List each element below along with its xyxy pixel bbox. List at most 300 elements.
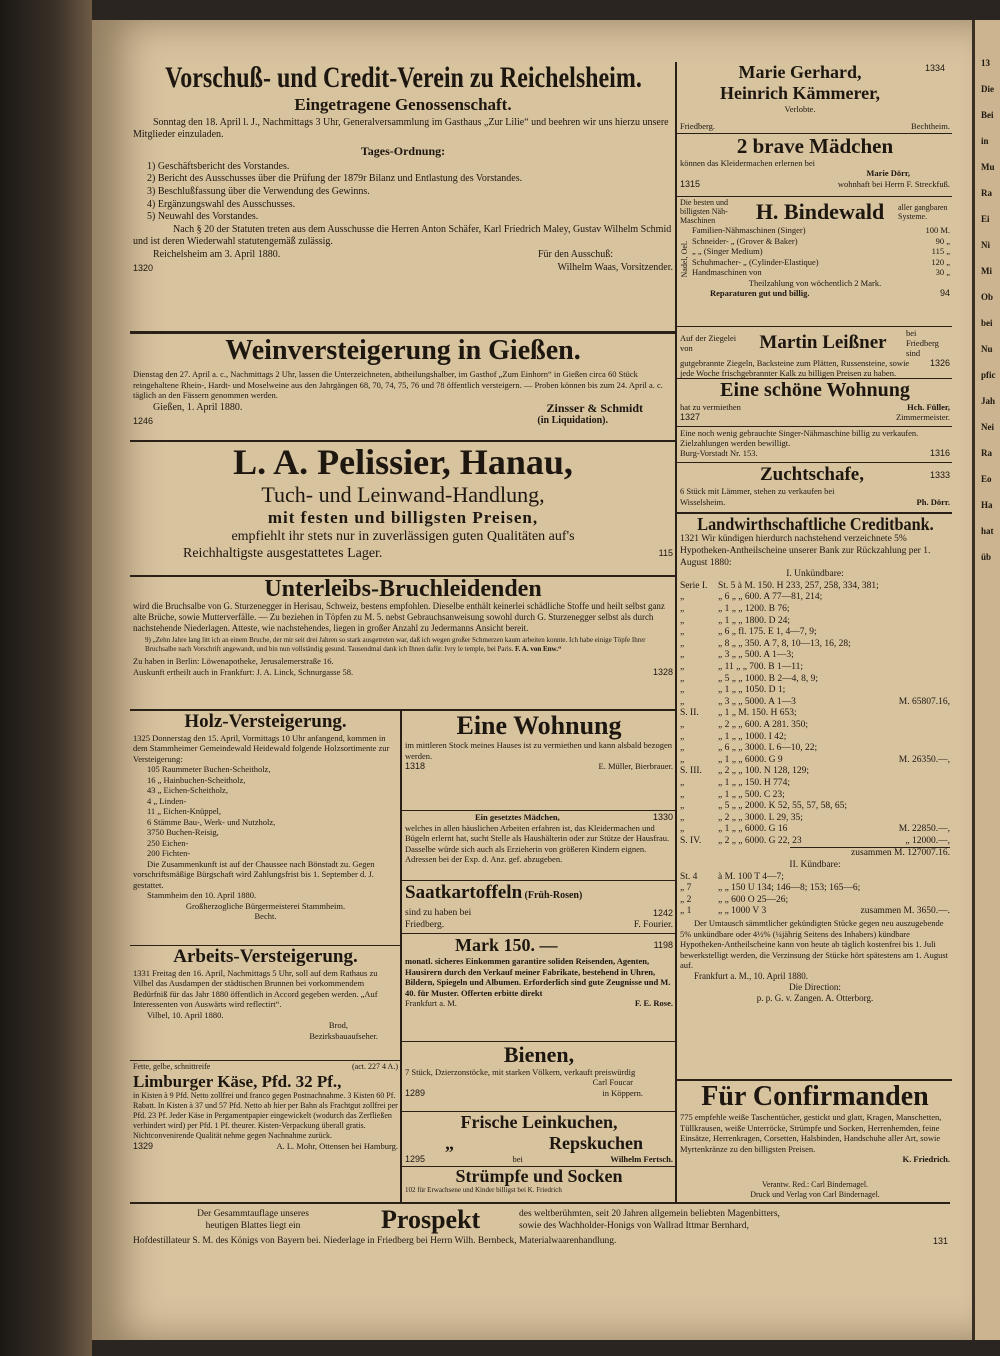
divider	[677, 196, 952, 197]
firm-note: (in Liquidation).	[537, 414, 608, 426]
bond-row	[680, 824, 950, 836]
wood-item: 105 Raummeter Buchen-Scheitholz,	[147, 764, 271, 775]
bond-row	[680, 790, 950, 802]
place-date: Stammheim den 10. April 1880.	[147, 890, 257, 901]
item: „ „ (Singer Medium)	[692, 246, 763, 256]
ad-line: Fette, gelbe, schnittreife	[133, 1062, 211, 1071]
ad-title: Landwirthschaftliche Creditbank.	[696, 515, 934, 534]
ad-title: H. Bindewald	[755, 198, 885, 224]
ad-title: Arbeits-Versteigerung.	[173, 947, 358, 967]
divider	[130, 709, 675, 711]
bond-detail: „ „ 600 O 25—26;	[718, 894, 789, 905]
ad-title: Mark 150. —	[455, 935, 558, 955]
ad-pelissier	[133, 443, 673, 574]
ad-zuchtschafe	[680, 464, 950, 512]
wood-item: 250 Eichen-	[147, 837, 189, 848]
bond-list-kuendbar	[680, 872, 950, 918]
divider	[677, 512, 952, 514]
bond-detail: „ 1 „ M. 150. H 653;	[718, 708, 797, 719]
firm-name: Zinsser & Schmidt	[546, 400, 643, 415]
signature-title: Zimmermeister.	[895, 412, 950, 423]
ad-line: empfiehlt ihr stets nur in zuverlässigen guten Qualitäten auf's	[231, 528, 575, 544]
edge-fragment: üb	[981, 552, 992, 562]
ad-brave-maedchen	[680, 135, 950, 195]
ad-text: 102 für Erwachsene und Kinder billigst bei K. Friedrich	[405, 1186, 562, 1195]
bond-series: „	[680, 638, 685, 649]
bond-row	[680, 755, 950, 767]
column-rule	[675, 62, 677, 1202]
bond-subtotal: M. 26350.—,	[898, 754, 950, 765]
bond-series: „	[680, 824, 685, 835]
bond-series: „	[680, 743, 685, 754]
price: 30 „	[935, 267, 950, 277]
bond-row	[680, 872, 950, 884]
agenda-item: 5) Neuwahl des Vorstandes.	[147, 211, 259, 223]
edge-fragment: Ni	[981, 240, 990, 250]
bond-series: „ 7	[680, 883, 692, 894]
section-title: I. Unkündbare:	[786, 569, 844, 580]
ad-text: Die Zusammenkunft ist auf der Chaussee nach Bönstadt zu. Gegen vorschriftsmäßige Bürgschaft wird Zahlungsfrist bis 1. September d. J. gestattet.	[133, 858, 375, 890]
bond-detail: „ 3 „ „ 500. A 1—3;	[718, 650, 794, 661]
edge-fragment: Jah	[981, 396, 996, 406]
signature: Carl Foucar	[592, 1077, 633, 1088]
imprint	[680, 1180, 950, 1202]
ad-ref: 1320	[133, 262, 154, 273]
ad-ref: 131	[932, 1236, 948, 1246]
ditto-mark: „	[445, 1133, 454, 1153]
bond-detail: „ 6 „ „ 3000. L 6—10, 22;	[718, 743, 818, 754]
bond-row	[680, 906, 950, 918]
bond-detail: „ „ 1000 V 3	[718, 906, 767, 917]
ad-title: Zuchtschafe,	[760, 464, 864, 485]
ad-ref: 1318	[405, 761, 426, 772]
bond-detail: St. 5 à M. 150. H 233, 257, 258, 334, 381;	[718, 580, 879, 591]
ad-text: hat zu vermiethen	[680, 401, 741, 412]
bond-series: Serie I.	[680, 580, 708, 591]
ad-title: Saatkartoffeln	[405, 882, 523, 903]
ad-title: Frische Leinkuchen,	[460, 1112, 618, 1132]
bond-detail: „ 1 „ „ 6000. G 9	[718, 754, 783, 765]
signature: K. Friedrich.	[902, 1154, 950, 1165]
bond-series: S. III.	[680, 766, 702, 777]
bond-series: „	[680, 592, 685, 603]
ad-text: Nach § 20 der Statuten treten aus dem Ausschusse die Herren Anton Schäfer, Karl Friedrich Maley, Gustav Wilhelm Schmid und ist deren Wiederwahl statutengemäß zulässig.	[133, 223, 672, 248]
edge-fragment: Ra	[981, 448, 992, 458]
name: Marie Gerhard,	[738, 62, 862, 82]
bond-detail: „ 5 „ „ 2000. K 52, 55, 57, 58, 65;	[718, 801, 848, 812]
edge-fragment: Bei	[981, 110, 994, 120]
bond-detail: à M. 100 T 4—7;	[718, 871, 784, 882]
ad-text: Der Umtausch sämmtlicher gekündigten Stücke gegen neu auszugebende 5% unkündbare oder 4½% (¼jährig Seitens des Inhabers) kündbare Hypotheken-Antheilscheine kann von heute ab täglich kostenfrei bis 1. Juli bewerkstelligt werden, die Verzinsung der Stücke hört spätestens am 1. August auf.	[680, 918, 949, 971]
ad-text: Reparaturen gut und billig.	[710, 288, 810, 298]
ad-ref: 1333	[929, 470, 950, 480]
bond-series: „	[680, 801, 685, 812]
bond-series: „	[680, 777, 685, 788]
ad-ref: 1289	[405, 1087, 426, 1098]
testimonial	[133, 634, 673, 656]
ad-text: wird die Bruchsalbe von G. Sturzenegger in Herisau, Schweiz, bestens empfohlen. Dieselbe enthält keinerlei schädliche Stoffe und heilt selbst ganz alte Brüche, sowie Mutterverfälle. — Zu beziehen in Töpfen zu M. 5. nebst Gebrauchsanweisung sowohl durch G. Sturzenegger selbst als durch nachstehende Niederlagen. Atteste, wie nachstehendes, liegen in großer Anzahl zu Jedermanns Ansicht bereit.	[133, 601, 665, 633]
bond-series: „	[680, 627, 685, 638]
ad-text: im mittleren Stock meines Hauses ist zu vermiethen und kann alsbald bezogen werden.	[405, 740, 672, 761]
place-date: Gießen, 1. April 1880.	[153, 401, 243, 413]
wood-item: 200 Fichten-	[147, 848, 191, 859]
bond-row	[680, 708, 950, 720]
ad-text: bei Friedberg sind	[906, 328, 939, 358]
bond-series: „	[680, 731, 685, 742]
bond-series: „	[680, 812, 685, 823]
place: Friedberg.	[405, 920, 445, 930]
signature-label: Die Direction:	[789, 981, 841, 992]
bond-detail: „ 1 „ „ 1000. I 42;	[718, 731, 787, 742]
ad-title: Eine schöne Wohnung	[720, 380, 910, 401]
divider	[677, 426, 952, 427]
ad-title: Bienen,	[503, 1043, 575, 1067]
divider	[402, 810, 675, 811]
ad-text: Dienstag den 27. April a. c., Nachmittags 2 Uhr, lassen die Unterzeichneten, abtheilungshalber, im Gasthof „Zum Einhorn“ in Gießen circa 60 Stück reingehaltene Rhein-, Hardt- und Moselweine aus den Jahrgängen 68, 70, 74, 75, 76 und 78 öffentlich versteigern. — Proben können bis zum 24. April a. c. täglich an den Fässern genommen werden.	[133, 369, 663, 401]
bond-row	[680, 836, 950, 848]
edge-fragment: Nei	[981, 422, 994, 432]
ad-maedchen-stelle	[405, 812, 673, 880]
wood-item: 43 „ Eichen-Scheitholz,	[147, 785, 228, 796]
ad-text: aller gangbaren Systeme.	[898, 202, 948, 221]
ad-text: welches in allen häuslichen Arbeiten erfahren ist, das Kleidermachen und Bügeln erlernt hat, sucht Stelle als Haushälterin oder zur Stütze der Hausfrau. Dasselbe würde sich auch als Erzieherin von größeren Kindern eignen. Adressen bei der Exp. d. Anz. gef. abzugeben.	[405, 822, 670, 864]
page-number: 1334	[925, 63, 946, 73]
ad-confirmanden	[680, 1082, 950, 1180]
ad-text: 775 empfehle weiße Taschentücher, gestickt und glatt, Kragen, Manschetten, Tüllkrausen, weiße Unterröcke, Strümpfe und Socken, Herrenhemden, feine Einsätze, Herrenkragen, Corsetten, Halsbinden, Handschuhe aller Art, sowie Myrtenkränze zu den billigsten Preisen.	[680, 1112, 942, 1154]
ad-bienen	[405, 1043, 673, 1111]
wood-item: 4 „ Linden-	[147, 795, 187, 806]
edge-fragment: in	[981, 136, 989, 146]
bond-series: „	[680, 719, 685, 730]
ad-text: Der Gesammtauflage unseres	[197, 1209, 309, 1219]
bond-detail: „ 11 „ „ 700. B 1—11;	[718, 661, 804, 672]
imprint-publisher: Druck und Verlag von Carl Bindernagel.	[750, 1190, 880, 1199]
signature: F. E. Rose.	[634, 998, 673, 1008]
wood-item: 11 „ Eichen-Knüppel,	[147, 806, 222, 817]
bond-series: „ 1	[680, 906, 692, 917]
bond-detail: „ 3 „ „ 5000. A 1—3	[718, 696, 796, 707]
bond-row	[680, 627, 950, 639]
ad-text: sowie des Wachholder-Honigs von Wallrad Ittmar Bernhard,	[519, 1221, 749, 1231]
bond-subtotal: „ 12000.—,	[905, 835, 950, 846]
signature: Ph. Dörr.	[916, 496, 950, 507]
ad-weinversteigerung	[133, 336, 673, 440]
ad-prospekt	[133, 1205, 948, 1300]
ad-bruchsalbe	[133, 577, 673, 708]
bond-detail: „ 2 „ „ 6000. G 22, 23	[718, 835, 802, 846]
ad-title: Weinversteigerung in Gießen.	[225, 336, 581, 366]
bond-row	[680, 732, 950, 744]
ad-ref: 1246	[133, 415, 154, 426]
bond-detail: „ 1 „ „ 1800. D 24;	[718, 615, 791, 626]
bond-detail: „ 6 „ fl. 175. E 1, 4—7, 9;	[718, 627, 817, 638]
bond-series: „	[680, 604, 685, 614]
ad-title: Repskuchen	[548, 1133, 643, 1153]
ad-subtitle: (Früh-Rosen)	[524, 890, 583, 901]
edge-fragment: Mu	[981, 162, 995, 172]
ad-ref: (act. 227 4 A.)	[352, 1062, 398, 1071]
ad-ref: 1316	[929, 448, 950, 458]
ad-subtitle: Eingetragene Genossenschaft.	[294, 95, 512, 115]
agenda-item: 2) Bericht des Ausschusses über die Prüfung der 1879r Bilanz und Entlastung des Vorstandes.	[147, 173, 523, 185]
signature: Hch. Füller,	[907, 401, 950, 412]
ad-title: Vorschuß- und Credit-Verein zu Reichelsheim.	[164, 62, 642, 94]
ad-title: Martin Leißner	[759, 332, 887, 354]
bond-detail: „ 1 „ „ 1050. D 1;	[718, 685, 786, 696]
signature: Großherzogliche Bürgermeisterei Stammheim.	[185, 900, 346, 911]
ad-text: Hofdestillateur S. M. des Königs von Bayern bei. Niederlage in Friedberg bei Herrn Wilh. Bernbeck, Materialwaarenhandlung.	[133, 1236, 617, 1246]
ad-line: Auskunft ertheilt auch in Frankfurt: J. A. Linck, Schnurgasse 58.	[133, 666, 354, 677]
ad-text: 6 Stück mit Lämmer, stehen zu verkaufen bei	[680, 486, 835, 496]
divider	[130, 331, 675, 334]
address: wohnhaft bei Herrn F. Streckfuß.	[837, 178, 950, 189]
bond-series: S. II.	[680, 708, 699, 719]
ad-title: Holz-Versteigerung.	[184, 712, 347, 732]
bond-row	[680, 743, 950, 755]
ad-leinkuchen	[405, 1112, 673, 1166]
verlobung-places	[680, 121, 950, 133]
bond-list-unkuendbar	[680, 581, 950, 848]
item: Schuhmacher- „ (Cylinder-Elastique)	[692, 256, 819, 267]
status: Verlobte.	[784, 104, 816, 114]
signature: E. Müller, Bierbrauer.	[598, 761, 673, 772]
ad-bindewald	[680, 198, 950, 326]
divider	[402, 880, 675, 881]
bond-series: „	[680, 615, 685, 626]
bond-row	[680, 697, 950, 709]
ad-text: sind zu haben bei	[405, 908, 472, 918]
edge-fragment: Ob	[981, 292, 994, 302]
bond-detail: „ 1 „ „ 6000. G 16	[718, 824, 788, 835]
ad-ref: 1330	[652, 812, 673, 822]
ad-text: in Kisten à 9 Pfd. Netto zollfrei und franco gegen Postnachnahme. 3 Kisten 60 Pf. Rabatt. In Kisten à 37 und 57 Pfd. Netto ab hier per Bahn als Frachtgut zollfrei per Pfd. 23 Pf. Jeder Käse in Pergamentpapier eingewickelt (wodurch das Zerfließen verhindert wird) per Pfd. 1 Pf. theurer. Kisten-Verpackung überall gratis. Nichtconvenirende Qualität nehme gegen Nachnahme zurück.	[133, 1090, 398, 1140]
price: 100 M.	[925, 225, 950, 235]
ad-ref: 1198	[653, 940, 673, 950]
place-date: Frankfurt a. M., 10. April 1880.	[694, 970, 808, 981]
ad-schoene-wohnung	[680, 380, 950, 426]
bond-detail: „ 2 „ „ 100. N 128, 129;	[718, 766, 810, 777]
agenda-item: 3) Beschlußfassung über die Verwendung des Gewinns.	[147, 186, 370, 198]
bond-detail: „ 8 „ „ 350. A 7, 8, 10—13, 16, 28;	[718, 638, 851, 649]
ad-ref: 1326	[929, 358, 950, 368]
next-page-edge	[972, 20, 1000, 1340]
ad-ref: 1329	[133, 1140, 154, 1151]
ad-text: Sonntag den 18. April l. J., Nachmittags 3 Uhr, Generalversammlung im Gasthaus „Zur Lilie“ und beehren wir uns hierzu unsere Mitglieder einzuladen.	[133, 116, 669, 141]
ad-ref: 1295	[405, 1154, 426, 1164]
ad-limburger-kaese	[133, 1062, 398, 1201]
ad-text: 1325 Donnerstag den 15. April, Vormittags 10 Uhr anfangend, kommen in dem Stammheimer Gemeindewald Heidewald folgende Holzsortimente zur Versteigerung:	[133, 732, 390, 764]
divider	[677, 1079, 952, 1081]
ad-title: Eine Wohnung	[456, 712, 622, 740]
side-label: Nadel, Oel.	[680, 240, 689, 278]
price: 115 „	[931, 246, 950, 256]
edge-fragment: bei	[981, 318, 993, 328]
ad-struempfe	[405, 1167, 673, 1201]
ad-holzversteigerung	[133, 712, 398, 944]
edge-fragment: Ei	[981, 214, 990, 224]
ad-title: Limburger Käse, Pfd. 32 Pf.,	[133, 1071, 342, 1091]
edge-fragment: Ha	[981, 500, 993, 510]
signature: Brod,	[328, 1020, 348, 1031]
signature: A. L. Mohr, Ottensen bei Hamburg.	[276, 1140, 398, 1151]
agenda-item: 4) Ergänzungswahl des Ausschusses.	[147, 198, 296, 210]
testimonial-text: 9) „Zehn Jahre lang litt ich an einem Bruche, der mir seit drei Jahren so stark ausgetreten war, daß ich wegen großer Schmerzen kaum arbeiten konnte. Ich habe einige Töpfe Ihrer Bruchsalbe nach Vorschrift angewandt, und bin nun vollständig gesund. Tausendmal dank ich Ihnen dafür. Ivry le temple, bei Paris.	[145, 636, 646, 653]
wood-item: 6 Stämme Bau-, Werk- und Nutzholz,	[147, 816, 276, 827]
agenda-item: 1) Geschäftsbericht des Vorstandes.	[147, 160, 290, 172]
ad-creditbank	[680, 515, 950, 1078]
section-title: II. Kündbare:	[789, 860, 841, 871]
ad-title: Strümpfe und Socken	[455, 1167, 623, 1186]
bond-series: „	[680, 789, 685, 800]
edge-fragment: hat	[981, 526, 994, 536]
divider	[677, 133, 952, 134]
ad-ref: 1327	[680, 412, 701, 423]
place: Frankfurt a. M.	[405, 998, 457, 1008]
bond-series: „ 2	[680, 894, 692, 905]
ad-ref: 1328	[652, 666, 673, 677]
divider	[130, 1202, 950, 1204]
ad-singer	[680, 428, 950, 462]
price: 90 „	[935, 235, 950, 246]
wood-item: 16 „ Hainbuchen-Scheitholz,	[147, 774, 246, 785]
bond-subtotal: zusammen M. 3650.—.	[860, 906, 950, 917]
item: Familien-Nähmaschinen (Singer)	[692, 225, 806, 235]
testimonial-signature: F. A. von Enw.“	[515, 645, 562, 653]
ad-text: können das Kleidermachen erlernen bei	[680, 157, 815, 168]
bond-subtotal: M. 22850.—,	[898, 824, 950, 835]
bond-row	[680, 581, 950, 593]
edge-fragment: Mi	[981, 266, 992, 276]
ad-title: Unterleibs-Bruchleidenden	[264, 577, 542, 602]
ad-text: heutigen Blattes liegt ein	[205, 1221, 301, 1231]
bond-series: „	[680, 650, 685, 661]
signature-label: Für den Ausschuß:	[538, 249, 613, 261]
divider	[677, 378, 952, 379]
signature: p. p. G. v. Zangen. A. Otterborg.	[756, 992, 874, 1003]
bond-row	[680, 662, 950, 674]
ad-text: monatl. sicheres Einkommen garantire soliden Reisenden, Agenten, Hausirern durch den Verkauf meiner Fabrikate, bestehend in Uhren, Bildern, Spiegeln und Albumen. Erforderlich sind gute Zeugnisse und M. 40. für Muster. Offerten erbitte direkt	[405, 956, 671, 998]
bond-series: „	[680, 696, 685, 707]
column-rule	[400, 710, 402, 1202]
edge-fragment: Ra	[981, 188, 992, 198]
bond-series: „	[680, 673, 685, 684]
ad-text: Eine noch wenig gebrauchte Singer-Nähmaschine billig zu verkaufen. Zielzahlungen werden bewilligt.	[680, 428, 919, 448]
total: zusammen M. 127007.16.	[790, 847, 950, 860]
price: 120 „	[931, 256, 950, 267]
ad-ref: 1315	[680, 178, 701, 189]
ad-text: Theilzahlung von wöchentlich 2 Mark.	[748, 277, 882, 288]
place: in Köppern.	[602, 1087, 643, 1098]
item: Schneider- „ (Grover & Baker)	[692, 235, 798, 246]
bond-row	[680, 778, 950, 790]
ad-line: mit festen und billigsten Preisen,	[267, 507, 539, 527]
imprint-editor: Verantw. Red.: Carl Bindernagel.	[761, 1180, 869, 1189]
ad-wohnung	[405, 712, 673, 810]
ad-arbeitsversteigerung	[133, 947, 398, 1058]
ad-text: gutgebrannte Ziegeln, Backsteine zum Plätten, Russensteine, sowie jede Woche frischgebrannter Kalk zu billigen Preisen zu haben.	[680, 358, 910, 378]
ad-ref: 1242	[652, 908, 673, 918]
signature: Wilhelm Fertsch.	[610, 1154, 673, 1164]
place: Friedberg.	[680, 121, 716, 131]
ad-line: Reichhaltigste ausgestattetes Lager.	[183, 545, 383, 561]
signature: F. Fourier.	[633, 920, 673, 930]
bond-detail: „ 2 „ „ 600. A 281. 350;	[718, 719, 808, 730]
ad-vorschuss-verein	[133, 62, 673, 330]
bond-row	[680, 592, 950, 604]
signature-name: Becht.	[254, 911, 277, 922]
bond-row	[680, 813, 950, 825]
ad-ref: 115	[658, 547, 673, 558]
ad-title: Ein gesetztes Mädchen,	[475, 812, 560, 822]
bond-detail: „ 2 „ „ 3000. L 29, 35;	[718, 812, 803, 823]
ad-saatkartoffeln	[405, 882, 673, 932]
ad-text: des weltberühmten, seit 20 Jahren allgemein beliebten Magenbitters,	[519, 1209, 780, 1219]
ad-text: 1321 Wir kündigen hierdurch nachstehend verzeichnete 5% Hypotheken-Antheilscheine unserer Bank zur Rückzahlung per 1. August 1880:	[680, 534, 931, 568]
ad-text: 1331 Freitag den 16. April, Nachmittags 5 Uhr, soll auf dem Rathaus zu Vilbel das Ausdampen der städtischen Brunnen bei vorkommendem Bedürfniß für das Jahr 1880 öffentlich in Accord gegeben werden. „Auf Interessenten von Auswärts wird reflectirt“.	[133, 967, 378, 1010]
bond-row	[680, 895, 950, 907]
agenda-list	[133, 161, 673, 224]
bond-detail: „ 1 „ „ 500. C 23;	[718, 789, 785, 800]
address: Burg-Vorstadt Nr. 153.	[680, 448, 758, 458]
ad-line: Tuch- und Leinwand-Handlung,	[261, 481, 545, 507]
bond-detail: „ 5 „ „ 1000. B 2—4, 8, 9;	[718, 673, 819, 684]
ad-verlobung	[680, 62, 920, 120]
bond-series: „	[680, 685, 685, 696]
wood-item: 3750 Buchen-Reisig,	[147, 827, 219, 838]
bond-detail: „ „ 150 U 134; 146—8; 153; 165—6;	[718, 883, 861, 894]
divider	[402, 933, 675, 934]
divider	[677, 326, 952, 327]
bond-series: St. 4	[680, 871, 698, 882]
bond-row	[680, 766, 950, 778]
ad-title: L. A. Pelissier, Hanau,	[233, 443, 573, 482]
bond-detail: „ 6 „ „ 600. A 77—81, 214;	[718, 592, 823, 603]
ad-text: bei	[512, 1154, 523, 1164]
place: Wisselsheim.	[680, 496, 726, 507]
bond-series: „	[680, 661, 685, 672]
edge-fragment: pfic	[981, 370, 996, 380]
bond-row	[680, 674, 950, 686]
price-list	[692, 225, 950, 278]
edge-fragment: Eo	[981, 474, 992, 484]
signature: Marie Dörr,	[866, 168, 910, 179]
ad-mark-150	[405, 935, 673, 1040]
ad-text: 7 Stück, Dzierzonstöcke, mit starken Völkern, verkauft preiswürdig	[405, 1066, 636, 1077]
edge-fragment: Nu	[981, 344, 993, 354]
ad-leissner	[680, 328, 950, 378]
bond-row	[680, 650, 950, 662]
divider	[130, 1060, 400, 1061]
ad-text: Die besten und billigsten Näh-Maschinen	[680, 198, 728, 225]
signature-title: Bezirksbauaufseher.	[309, 1030, 378, 1041]
item: Handmaschinen von	[692, 267, 762, 277]
book-binding	[0, 0, 92, 1356]
bond-row	[680, 639, 950, 651]
bond-detail: „ 1 „ „ 150. H 774;	[718, 777, 791, 788]
divider	[130, 440, 675, 442]
ad-title: Für Confirmanden	[701, 1082, 929, 1112]
bond-subtotal: M. 65807.16,	[898, 696, 950, 707]
place: Bechtheim.	[911, 121, 950, 131]
wood-list	[133, 764, 398, 859]
bond-row	[680, 685, 950, 697]
agenda-title: Tages-Ordnung:	[360, 143, 446, 158]
bond-row	[680, 801, 950, 813]
name: Heinrich Kämmerer,	[720, 83, 880, 103]
bond-series: „	[680, 754, 685, 765]
ad-line: Zu haben in Berlin: Löwenapotheke, Jerusalemerstraße 16.	[133, 656, 334, 666]
ad-title: Prospekt	[381, 1205, 481, 1234]
